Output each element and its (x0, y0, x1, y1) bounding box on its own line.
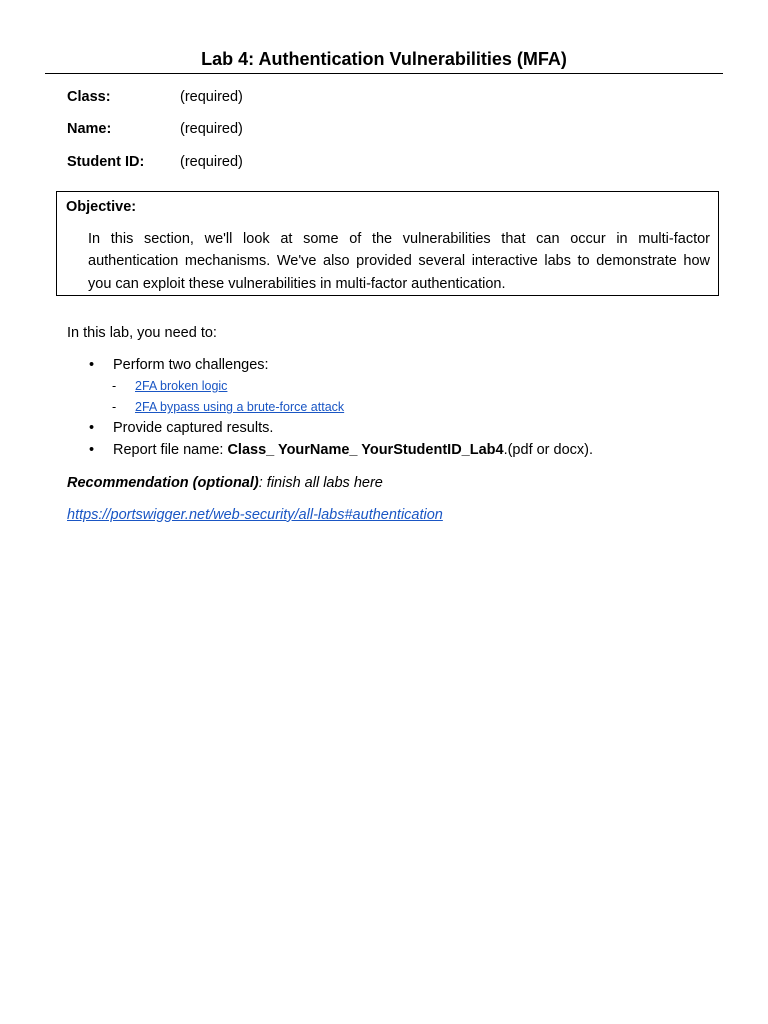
list-item-text: Perform two challenges: (113, 357, 269, 373)
document-title: Lab 4: Authentication Vulnerabilities (MFA) (201, 49, 567, 69)
report-filename-prefix: Report file name: (113, 442, 228, 458)
report-filename: Class_ YourName_ YourStudentID_Lab4 (227, 442, 504, 458)
dash-icon: - (112, 379, 117, 393)
recommendation-text: : finish all labs here (258, 475, 383, 491)
student-id-label: Student ID: (67, 154, 145, 170)
name-value: (required) (180, 121, 243, 137)
recommendation (67, 472, 383, 494)
bullet-icon: • (89, 442, 95, 458)
list-item-text: Provide captured results. (113, 420, 274, 436)
bullet-icon: • (89, 357, 95, 373)
report-filename-suffix: .(pdf or docx). (503, 442, 594, 458)
name-label: Name: (67, 121, 112, 137)
objective-heading: Objective: (66, 199, 137, 215)
challenge-link-brute-force[interactable]: 2FA bypass using a brute-force attack (135, 400, 345, 414)
objective-box (56, 191, 719, 296)
recommendation-label: Recommendation (optional) (67, 475, 259, 491)
instructions-intro: In this lab, you need to: (67, 325, 217, 341)
bullet-icon: • (89, 420, 95, 436)
class-value: (required) (180, 89, 243, 105)
title-divider (45, 73, 723, 74)
list-item-text (113, 439, 593, 461)
objective-text: In this section, we'll look at some of the vulnerabilities that can occur in multi-factor authentication mechanisms. We've also provided several interactive labs to demonstrate how you can exploit these vulnerabilities in multi-factor authentication. (88, 231, 710, 292)
recommendation-link[interactable]: https://portswigger.net/web-security/all-labs#authentication (67, 507, 443, 523)
student-id-value: (required) (180, 154, 243, 170)
dash-icon: - (112, 400, 117, 414)
challenge-link-broken-logic[interactable]: 2FA broken logic (135, 379, 228, 393)
class-label: Class: (67, 89, 111, 105)
